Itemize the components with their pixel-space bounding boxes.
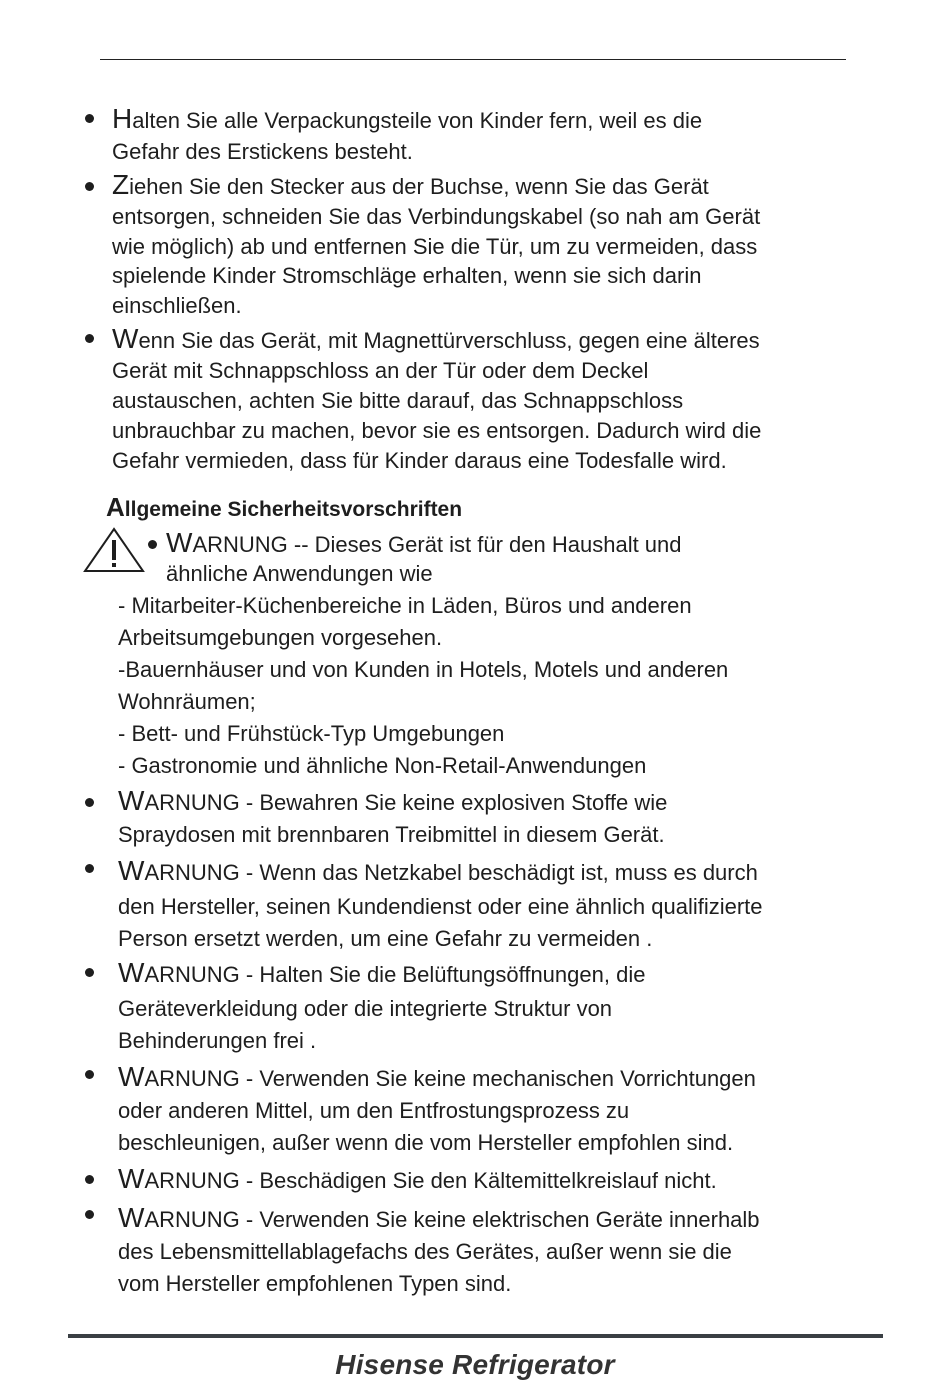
bullet-icon bbox=[85, 1070, 94, 1079]
bullet-icon bbox=[85, 334, 94, 343]
sub-line: Wohnräumen; bbox=[118, 689, 256, 714]
warning-line: ähnliche Anwendungen wie bbox=[166, 561, 433, 586]
list-item-line: entsorgen, schneiden Sie das Verbindungskabel (so nah am Gerät bbox=[112, 204, 761, 229]
warning-line: den Hersteller, seinen Kundendienst oder eine ähnlich qualifizierte bbox=[118, 894, 763, 919]
warning-line: beschleunigen, außer wenn die vom Hersteller empfohlen sind. bbox=[118, 1130, 734, 1155]
footer-brand: Hisense Refrigerator bbox=[335, 1349, 615, 1380]
sub-line: - Mitarbeiter-Küchenbereiche in Läden, Büros und anderen bbox=[118, 593, 692, 618]
warning-line: WARNUNG - Bewahren Sie keine explosiven Stoffe wie bbox=[118, 785, 668, 816]
list-item-line: Halten Sie alle Verpackungsteile von Kinder fern, weil es die bbox=[112, 103, 703, 134]
list-item-line: Gefahr des Erstickens besteht. bbox=[112, 139, 413, 164]
warning-line: WARNUNG - Wenn das Netzkabel beschädigt ist, muss es durch bbox=[118, 855, 758, 886]
warning-line: WARNUNG - Beschädigen Sie den Kältemittelkreislauf nicht. bbox=[118, 1163, 717, 1194]
warning-line: Behinderungen frei . bbox=[118, 1028, 317, 1053]
list-item-line: Gerät mit Schnappschloss an der Tür oder dem Deckel bbox=[112, 358, 649, 383]
warning-line: WARNUNG -- Dieses Gerät ist für den Haushalt und bbox=[166, 527, 682, 558]
bullet-icon bbox=[148, 540, 157, 549]
list-item-line: Ziehen Sie den Stecker aus der Buchse, wenn Sie das Gerät bbox=[112, 169, 709, 200]
bottom-divider bbox=[68, 1334, 883, 1338]
list-item-line: wie möglich) ab und entfernen Sie die Tür, um zu vermeiden, dass bbox=[112, 234, 758, 259]
list-item-line: austauschen, achten Sie bitte darauf, das Schnappschloss bbox=[112, 388, 684, 413]
bullet-icon bbox=[85, 968, 94, 977]
warning-triangle-icon bbox=[83, 526, 145, 574]
bullet-icon bbox=[85, 798, 94, 807]
list-item-line: einschließen. bbox=[112, 293, 242, 318]
sub-line: - Gastronomie und ähnliche Non-Retail-Anwendungen bbox=[118, 753, 647, 778]
section-heading: Allgemeine Sicherheitsvorschriften bbox=[106, 492, 463, 522]
list-item-line: Wenn Sie das Gerät, mit Magnettürverschluss, gegen eine älteres bbox=[112, 323, 760, 354]
warning-line: WARNUNG - Halten Sie die Belüftungsöffnungen, die bbox=[118, 957, 646, 988]
bullet-icon bbox=[85, 1175, 94, 1184]
bullet-icon bbox=[85, 114, 94, 123]
top-divider bbox=[100, 59, 846, 60]
warning-line: Spraydosen mit brennbaren Treibmittel in diesem Gerät. bbox=[118, 822, 665, 847]
sub-line: -Bauernhäuser und von Kunden in Hotels, Motels und anderen bbox=[118, 657, 729, 682]
sub-line: - Bett- und Frühstück-Typ Umgebungen bbox=[118, 721, 505, 746]
warning-line: WARNUNG - Verwenden Sie keine elektrischen Geräte innerhalb bbox=[118, 1202, 760, 1233]
list-item-line: spielende Kinder Stromschläge erhalten, wenn sie sich darin bbox=[112, 263, 702, 288]
sub-line: Arbeitsumgebungen vorgesehen. bbox=[118, 625, 443, 650]
bullet-icon bbox=[85, 864, 94, 873]
bullet-icon bbox=[85, 1210, 94, 1219]
list-item-line: Gefahr vermieden, dass für Kinder daraus eine Todesfalle wird. bbox=[112, 448, 727, 473]
warning-line: oder anderen Mittel, um den Entfrostungsprozess zu bbox=[118, 1098, 630, 1123]
bullet-icon bbox=[85, 182, 94, 191]
warning-line: Geräteverkleidung oder die integrierte Struktur von bbox=[118, 996, 613, 1021]
warning-line: des Lebensmittellablagefachs des Gerätes, außer wenn sie die bbox=[118, 1239, 732, 1264]
warning-line: vom Hersteller empfohlenen Typen sind. bbox=[118, 1271, 512, 1296]
warning-line: WARNUNG - Verwenden Sie keine mechanischen Vorrichtungen bbox=[118, 1061, 756, 1092]
list-item-line: unbrauchbar zu machen, bevor sie es entsorgen. Dadurch wird die bbox=[112, 418, 762, 443]
warning-line: Person ersetzt werden, um eine Gefahr zu vermeiden . bbox=[118, 926, 653, 951]
